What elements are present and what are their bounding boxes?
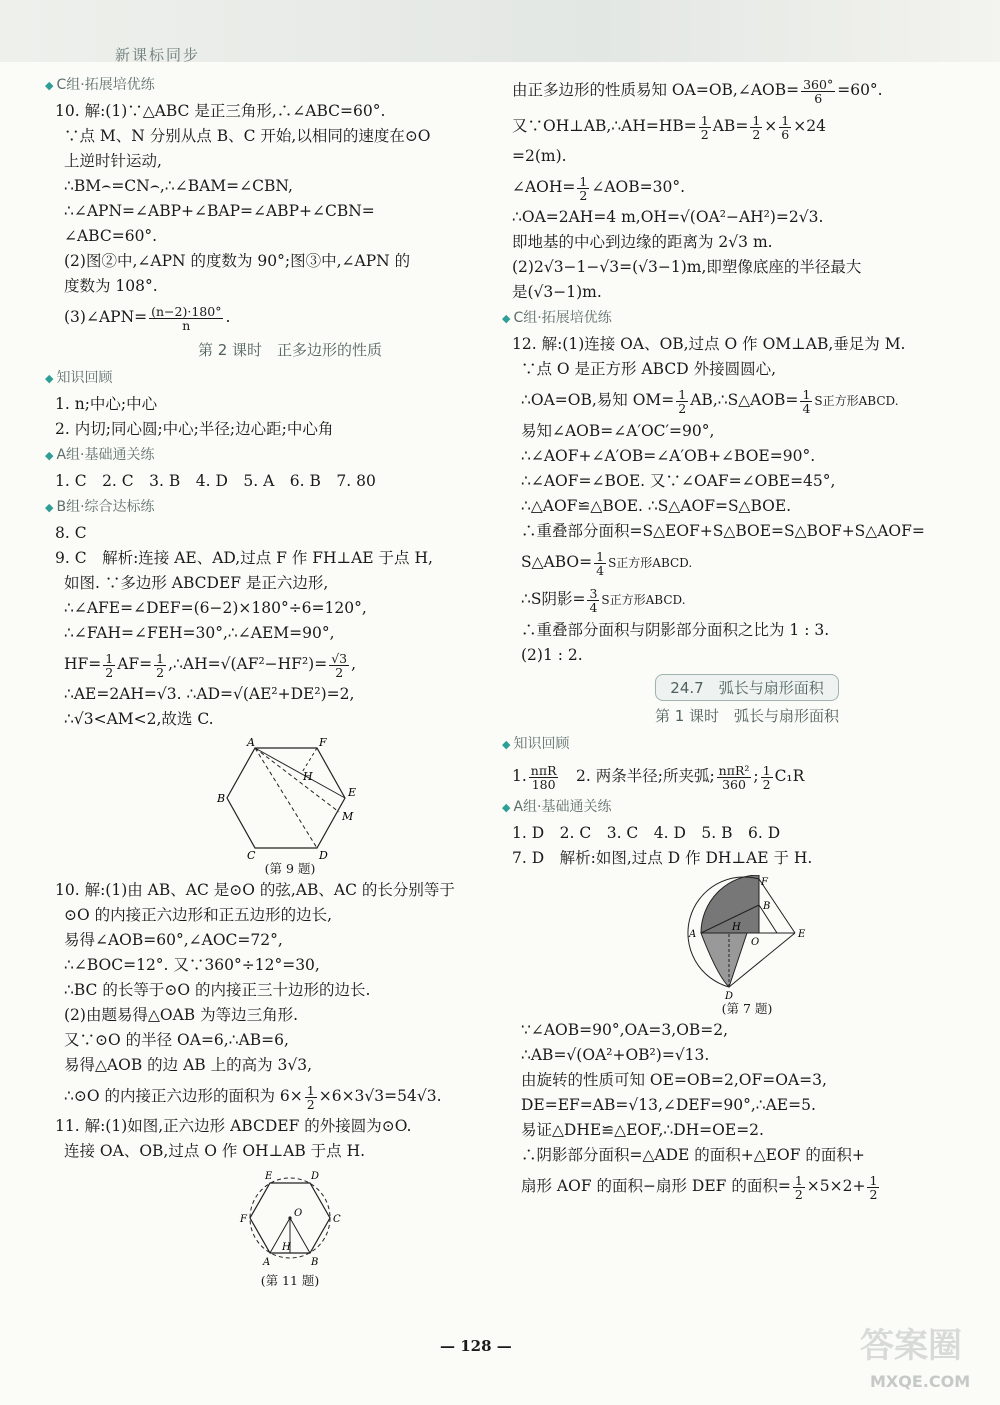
text-line: ∴阴影部分面积=△ADE 的面积+△EOF 的面积+ bbox=[521, 1146, 865, 1164]
section-heading: ◆ C组·拓展培优练 bbox=[45, 77, 155, 93]
fraction: $\frac{1}{2}$ bbox=[700, 112, 709, 142]
diamond-icon: ◆ bbox=[45, 372, 54, 385]
text-line: 1. n;中心;中心 bbox=[55, 395, 158, 413]
section-heading: ◆ A组·基础通关练 bbox=[45, 447, 155, 463]
text-line: ∴AB=√(OA²+OB²)=√13. bbox=[521, 1046, 710, 1064]
text-line: 8. C bbox=[55, 524, 87, 542]
label-M: M bbox=[342, 810, 354, 823]
fraction: $\frac{1}{2}$ bbox=[156, 650, 165, 680]
text-line: 2. 内切;同心圆;中心;半径;边心距;中心角 bbox=[55, 420, 334, 438]
text-line: 即地基的中心到边缘的距离为 2√3 m. bbox=[512, 233, 773, 251]
text-line: ∴AE=2AH=√3. ∴AD=√(AE²+DE²)=2, bbox=[64, 685, 355, 703]
text-line: DE=EF=AB=√13,∠DEF=90°,∴AE=5. bbox=[521, 1096, 816, 1114]
formula-line: 由正多边形的性质易知 OA=OB,∠AOB= $\frac{360^\circ}{6}$ =60°. bbox=[512, 76, 883, 106]
formula-line: 又∵OH⊥AB,∴AH=HB= $\frac{1}{2}$ AB= $\frac{1}{2}$ × $\frac{1}{6}$ ×24 bbox=[512, 112, 826, 142]
formula-line: 1. $\frac{\text{nπR}}{180}$ 2. 两条半径;所夹弧; $\frac{\text{nπR²}}{360}$ ; $\frac{1}{2}$ C₁R bbox=[512, 762, 805, 792]
text-line: 易得∠AOB=60°,∠AOC=72°, bbox=[64, 931, 283, 949]
text-line: ∴BM⌢=CN⌢,∴∠BAM=∠CBN, bbox=[64, 177, 293, 195]
watermark-url: MXQE.COM bbox=[870, 1372, 971, 1391]
fraction: $\frac{1}{2}$ bbox=[306, 1082, 315, 1112]
text-line: ∴∠APN=∠ABP+∠BAP=∠ABP+∠CBN= bbox=[64, 202, 375, 220]
text-line: 又∵⊙O 的半径 OA=6,∴AB=6, bbox=[64, 1031, 289, 1049]
diamond-icon: ◆ bbox=[502, 738, 511, 751]
fraction: $\frac{1}{4}$ bbox=[596, 548, 605, 578]
label-A: A bbox=[689, 929, 697, 940]
text-line: ∴△AOF≌△BOE. ∴S△AOF=S△BOE. bbox=[521, 497, 792, 515]
fraction: $\frac{1}{2}$ bbox=[869, 1172, 878, 1202]
fraction: $\frac{1}{2}$ bbox=[579, 173, 588, 203]
label-B: B bbox=[217, 792, 226, 805]
text-line: 12. 解:(1)连接 OA、OB,过点 O 作 OM⊥AB,垂足为 M. bbox=[512, 335, 906, 353]
label-F: F bbox=[319, 736, 327, 749]
figure-caption: (第 9 题) bbox=[264, 861, 316, 876]
fraction: $\frac{\text{nπR²}}{360}$ bbox=[718, 762, 750, 792]
text-line: 10. 解:(1)由 AB、AC 是⊙O 的弦,AB、AC 的长分别等于 bbox=[55, 881, 455, 899]
label-B: B bbox=[311, 1257, 319, 1268]
section-heading: ◆ C组·拓展培优练 bbox=[502, 310, 612, 326]
text-line: ∠ABC=60°. bbox=[64, 227, 158, 245]
fraction: $\frac{360^\circ}{6}$ bbox=[803, 76, 834, 106]
diamond-icon: ◆ bbox=[502, 312, 511, 325]
figure-7-sectors bbox=[677, 875, 817, 1000]
text-line: 9. C 解析:连接 AE、AD,过点 F 作 FH⊥AE 于点 H, bbox=[55, 549, 433, 567]
text-line: 易知∠AOB=∠A′OC′=90°, bbox=[521, 422, 715, 440]
text-line: 易证△DHE≌△EOF,∴DH=OE=2. bbox=[521, 1121, 764, 1139]
section-heading: ◆ 知识回顾 bbox=[45, 370, 113, 386]
text-line: ∴BC 的长等于⊙O 的内接正三十边形的边长. bbox=[64, 981, 371, 999]
left-column bbox=[45, 72, 525, 1290]
text-line: 7. D 解析:如图,过点 D 作 DH⊥AE 于 H. bbox=[512, 849, 813, 867]
label-O: O bbox=[294, 1208, 303, 1219]
text-line: ∴∠AOF=∠BOE. 又∵∠OAF=∠OBE=45°, bbox=[521, 472, 836, 490]
label-H: H bbox=[732, 922, 741, 933]
figure-caption: (第 7 题) bbox=[721, 1001, 773, 1016]
fraction: $\frac{1}{2}$ bbox=[794, 1172, 803, 1202]
fraction: $\frac{1}{6}$ bbox=[781, 112, 790, 142]
header-title: 新课标同步 bbox=[115, 46, 201, 64]
text-line: ∴重叠部分面积=S△EOF+S△BOE=S△BOF+S△AOF= bbox=[521, 522, 925, 540]
label-H: H bbox=[282, 1242, 291, 1253]
label-E: E bbox=[798, 929, 806, 940]
text-line: ∵点 O 是正方形 ABCD 外接圆圆心, bbox=[521, 360, 777, 378]
diamond-icon: ◆ bbox=[45, 501, 54, 514]
label-F: F bbox=[761, 877, 768, 888]
label-C: C bbox=[333, 1214, 341, 1225]
text-line: ∴√3<AM<2,故选 C. bbox=[64, 710, 214, 728]
fraction: $\frac{1}{2}$ bbox=[752, 112, 761, 142]
fraction: $\frac{1}{2}$ bbox=[105, 650, 114, 680]
diamond-icon: ◆ bbox=[45, 449, 54, 462]
text-line: 由旋转的性质可知 OE=OB=2,OF=OA=3, bbox=[521, 1071, 827, 1089]
text-line: 11. 解:(1)如图,正六边形 ABCDEF 的外接圆为⊙O. bbox=[55, 1117, 412, 1135]
text-line: ∴∠FAH=∠FEH=30°,∴∠AEM=90°, bbox=[64, 624, 335, 642]
formula-line: ∴S阴影= $\frac{3}{4}$ S正方形ABCD. bbox=[521, 585, 686, 615]
formula-line: ∠AOH= $\frac{1}{2}$ ∠AOB=30°. bbox=[512, 173, 686, 203]
formula-line: S△ABO= $\frac{1}{4}$ S正方形ABCD. bbox=[521, 548, 693, 578]
text-line: ∵点 M、N 分别从点 B、C 开始,以相同的速度在⊙O bbox=[64, 127, 431, 145]
diamond-icon: ◆ bbox=[502, 801, 511, 814]
text-line: 度数为 108°. bbox=[64, 277, 158, 295]
text-line: 易得△AOB 的边 AB 上的高为 3√3, bbox=[64, 1056, 313, 1074]
chapter-banner: 24.7 弧长与扇形面积 bbox=[512, 674, 982, 701]
formula-line: HF= $\frac{1}{2}$ AF= $\frac{1}{2}$ ,∴AH=√(AF²−HF²)= $\frac{√3}{2}$ , bbox=[64, 650, 357, 680]
text-line: ∴OA=2AH=4 m,OH=√(OA²−AH²)=2√3. bbox=[512, 208, 824, 226]
text-line: 上逆时针运动, bbox=[64, 152, 162, 170]
text-line: 10. 解:(1)∵△ABC 是正三角形,∴∠ABC=60°. bbox=[55, 102, 386, 120]
lesson-title: 第 1 课时 弧长与扇形面积 bbox=[654, 707, 840, 725]
text-line: 是(√3−1)m. bbox=[512, 283, 602, 301]
text-line: (2)图②中,∠APN 的度数为 90°;图③中,∠APN 的 bbox=[64, 252, 411, 270]
label-A: A bbox=[263, 1257, 271, 1268]
fraction: $\frac{1}{2}$ bbox=[678, 386, 687, 416]
text-line: ∵∠AOB=90°,OA=3,OB=2, bbox=[521, 1021, 729, 1039]
label-H: H bbox=[303, 770, 313, 783]
label-D: D bbox=[319, 849, 328, 860]
formula-line: (3)∠APN= $\frac{(n-2)\cdot 180^\circ}{n}$ . bbox=[64, 303, 231, 333]
formula-line: ∴OA=OB,易知 OM= $\frac{1}{2}$ AB,∴S△AOB= $\frac{1}{4}$ S正方形ABCD. bbox=[521, 386, 899, 416]
lesson-title: 第 2 课时 正多边形的性质 bbox=[197, 341, 383, 359]
text-line: ∴∠AFE=∠DEF=(6−2)×180°÷6=120°, bbox=[64, 599, 367, 617]
diamond-icon: ◆ bbox=[45, 79, 54, 92]
text-line: ∴∠BOC=12°. 又∵360°÷12°=30, bbox=[64, 956, 320, 974]
fraction: $\frac{1}{4}$ bbox=[802, 386, 811, 416]
formula-line: ∴⊙O 的内接正六边形的面积为 6× $\frac{1}{2}$ ×6×3√3=54√3. bbox=[64, 1082, 442, 1112]
label-O: O bbox=[751, 937, 760, 948]
label-B: B bbox=[763, 901, 771, 912]
watermark-logo: 答案圈 bbox=[860, 1326, 962, 1366]
section-heading: ◆ A组·基础通关练 bbox=[502, 799, 612, 815]
fraction: $\frac{1}{2}$ bbox=[762, 762, 771, 792]
text-line: (2)由题易得△OAB 为等边三角形. bbox=[64, 1006, 299, 1024]
section-heading: ◆ 知识回顾 bbox=[502, 736, 570, 752]
label-A: A bbox=[247, 736, 255, 749]
section-heading: ◆ B组·综合达标练 bbox=[45, 499, 155, 515]
text-line: 1. D 2. C 3. C 4. D 5. B 6. D bbox=[512, 824, 781, 842]
formula-line: 扇形 AOF 的面积−扇形 DEF 的面积= $\frac{1}{2}$ ×5×2+ $\frac{1}{2}$ bbox=[521, 1172, 878, 1202]
figure-caption: (第 11 题) bbox=[260, 1273, 320, 1288]
text-line: 1. C 2. C 3. B 4. D 5. A 6. B 7. 80 bbox=[55, 472, 376, 490]
page-number: — 128 — bbox=[440, 1337, 512, 1355]
text-line: (2)1 : 2. bbox=[521, 646, 583, 664]
text-line: 如图. ∵多边形 ABCDEF 是正六边形, bbox=[64, 574, 329, 592]
text-line: ⊙O 的内接正六边形和正五边形的边长, bbox=[64, 906, 333, 924]
label-C: C bbox=[247, 849, 256, 860]
page-header bbox=[0, 0, 1000, 62]
fraction: $\frac{3}{4}$ bbox=[589, 585, 598, 615]
label-D: D bbox=[725, 991, 734, 1000]
label-D: D bbox=[311, 1171, 320, 1182]
text-line: ∴∠AOF+∠A′OB=∠A′OB+∠BOE=90°. bbox=[521, 447, 816, 465]
fraction: $\frac{√3}{2}$ bbox=[331, 650, 348, 680]
label-F: F bbox=[240, 1214, 247, 1225]
label-E: E bbox=[348, 786, 357, 799]
text-line: (2)2√3−1−√3=(√3−1)m,即塑像底座的半径最大 bbox=[512, 258, 862, 276]
fraction: $\frac{(n-2)\cdot 180^\circ}{n}$ bbox=[151, 303, 222, 333]
figure-11-hexagon bbox=[235, 1168, 345, 1272]
text-line: 连接 OA、OB,过点 O 作 OH⊥AB 于点 H. bbox=[64, 1142, 366, 1160]
text-line: =2(m). bbox=[512, 147, 567, 165]
right-column bbox=[502, 72, 982, 1204]
text-line: ∴重叠部分面积与阴影部分面积之比为 1 : 3. bbox=[521, 621, 830, 639]
label-E: E bbox=[265, 1171, 273, 1182]
figure-9-hexagon bbox=[215, 736, 365, 860]
fraction: $\frac{\text{nπR}}{180}$ bbox=[530, 762, 557, 792]
